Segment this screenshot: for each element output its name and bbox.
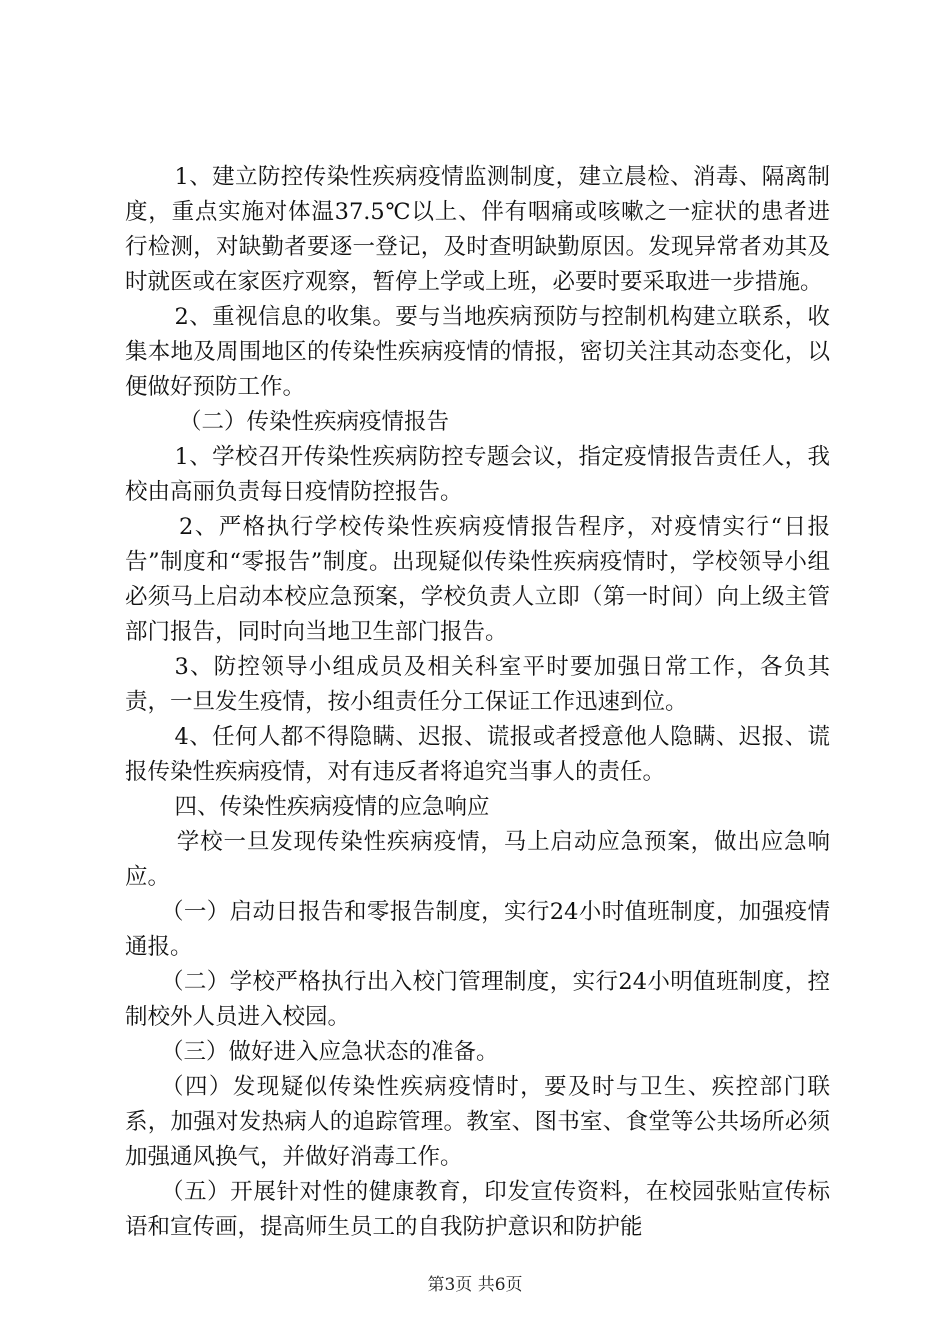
paragraph-prepare-emergency: （三）做好进入应急状态的准备。 xyxy=(161,1039,499,1065)
section-heading-report: （二）传染性疾病疫情报告 xyxy=(179,409,450,435)
paragraph-monitoring-system: 1、建立防控传染性疾病疫情监测制度，建立晨检、消毒、隔离制度，重点实施对体温37.5℃以上、伴有咽痛或咳嗽之一症状的患者进行检测，对缺勤者要逐一登记，及时查明缺勤原因。发现异常者劝其及时就医或在家医疗观察，暂停上学或上班，必要时要采取进一步措施。 xyxy=(125,164,830,295)
paragraph-daily-report: （一）启动日报告和零报告制度，实行24小时值班制度，加强疫情通报。 xyxy=(125,899,830,960)
paragraph-team-duties: 3、防控领导小组成员及相关科室平时要加强日常工作，各负其责，一旦发生疫情，按小组责任分工保证工作迅速到位。 xyxy=(125,654,830,715)
paragraph-special-meeting: 1、学校召开传染性疾病防控专题会议，指定疫情报告责任人，我校由高丽负责每日疫情防控报告。 xyxy=(125,444,830,505)
paragraph-emergency-plan: 学校一旦发现传染性疾病疫情，马上启动应急预案，做出应急响应。 xyxy=(125,829,830,890)
paragraph-information-collection: 2、重视信息的收集。要与当地疾病预防与控制机构建立联系，收集本地及周围地区的传染性疾病疫情的情报，密切关注其动态变化，以便做好预防工作。 xyxy=(125,304,830,400)
paragraph-no-concealment: 4、任何人都不得隐瞒、迟报、谎报或者授意他人隐瞒、迟报、谎报传染性疾病疫情，对有违反者将追究当事人的责任。 xyxy=(125,724,830,785)
section-heading-emergency-response: 四、传染性疾病疫情的应急响应 xyxy=(174,794,490,820)
page-number-footer: 第3页 共6页 xyxy=(427,1275,523,1295)
paragraph-health-education: （五）开展针对性的健康教育，印发宣传资料，在校园张贴宣传标语和宣传画，提高师生员工的自我防护意识和防护能 xyxy=(125,1179,830,1240)
paragraph-report-procedure: 2、严格执行学校传染性疾病疫情报告程序，对疫情实行“日报告”制度和“零报告”制度。出现疑似传染性疾病疫情时，学校领导小组必须马上启动本校应急预案，学校负责人立即（第一时间）向上级主管部门报告，同时向当地卫生部门报告。 xyxy=(125,514,830,645)
paragraph-suspected-cases: （四）发现疑似传染性疾病疫情时，要及时与卫生、疾控部门联系，加强对发热病人的追踪管理。教室、图书室、食堂等公共场所必须加强通风换气，并做好消毒工作。 xyxy=(125,1074,830,1170)
document-body xyxy=(125,160,830,1245)
paragraph-gate-management: （二）学校严格执行出入校门管理制度，实行24小明值班制度，控制校外人员进入校园。 xyxy=(125,969,830,1030)
